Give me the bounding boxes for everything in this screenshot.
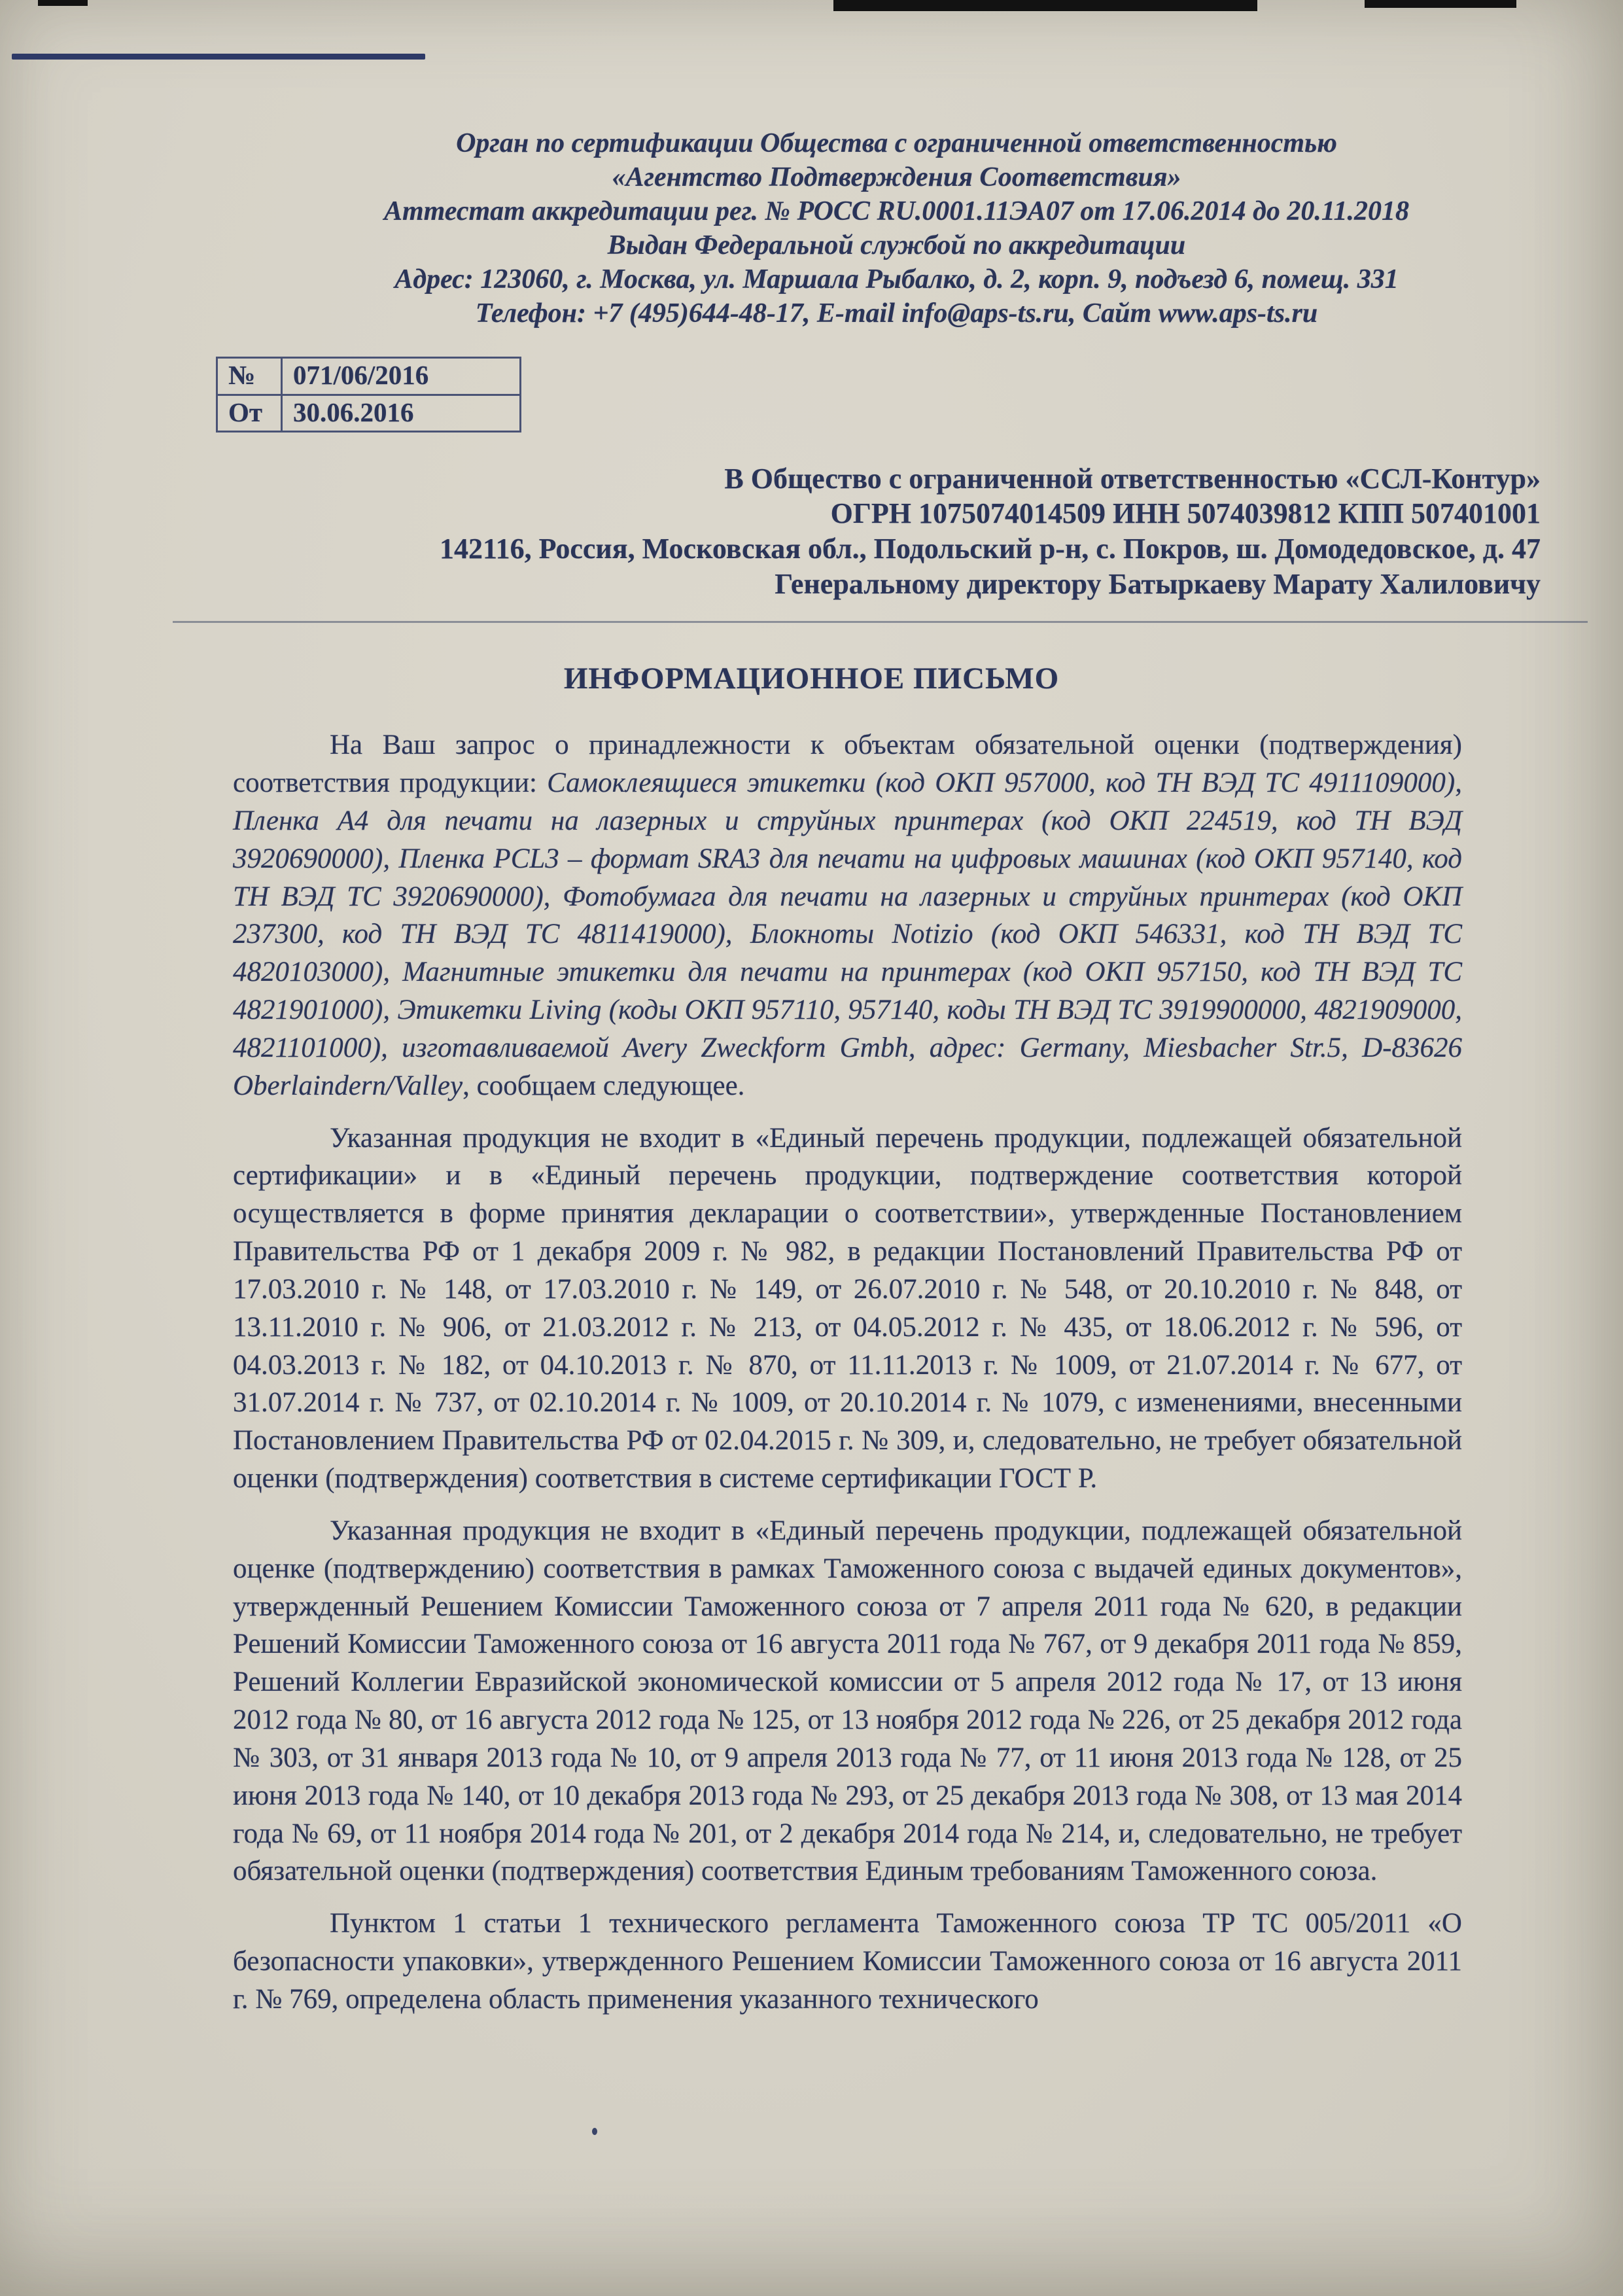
table-row: [217, 395, 521, 431]
scan-edge-artifact: [833, 0, 1257, 11]
letterhead-line: Телефон: +7 (495)644-48-17, E-mail info@aps-ts.ru, Сайт www.aps-ts.ru: [475, 298, 1318, 329]
pen-line-artifact: [12, 54, 425, 60]
letterhead-line: Адрес: 123060, г. Москва, ул. Маршала Рыбалко, д. 2, корп. 9, подъезд 6, помещ. 331: [394, 264, 1399, 295]
letterhead-line: «Агентство Подтверждения Соответствия»: [612, 162, 1181, 193]
body-paragraph: На Ваш запрос о принадлежности к объектам обязательной оценки (подтверждения) соответствия продукции: Самоклеящиеся этикетки (код ОКП 957000, код ТН ВЭД ТС 4911109000), Пленка А4 для печати на лазерных и струйных принтерах (код ОКП 224519, код ТН ВЭД 3920690000), Пленка PCL3 – формат SRA3 для печати на цифровых машинах (код ОКП 957140, код ТН ВЭД ТС 3920690000), Фотобумага для печати на лазерных и струйных принтерах (код ОКП 237300, код ТН ВЭД ТС 4811419000), Блокноты Notizio (код ОКП 546331, код ТН ВЭД ТС 4820103000), Магнитные этикетки для печати на принтерах (код ОКП 957150, код ТН ВЭД ТС 4821901000), Этикетки Living (коды ОКП 957110, 957140, коды ТН ВЭД ТС 3919900000, 4821909000, 4821101000), изготавливаемой Avery Zweckform Gmbh, адрес: Germany, Miesbacher Str.5, D-83626 Oberlaindern/Valley, сообщаем следующее.: [233, 730, 1462, 1101]
letterhead-line: Выдан Федеральной службой по аккредитации: [607, 230, 1186, 261]
scan-dot-artifact: [592, 2128, 597, 2135]
addressee-line: Генеральному директору Батыркаеву Марату Халиловичу: [775, 567, 1541, 600]
ref-number-value: 071/06/2016: [282, 358, 521, 395]
letterhead-line: Орган по сертификации Общества с ограниченной ответственностью: [456, 128, 1337, 158]
letterhead: [280, 126, 1513, 330]
scan-edge-artifact: [1365, 0, 1516, 8]
table-row: [217, 358, 521, 395]
ref-number-label: №: [217, 358, 282, 395]
scan-edge-artifact: [38, 0, 88, 6]
body-paragraph: Пунктом 1 статьи 1 технического регламента Таможенного союза ТР ТС 005/2011 «О безопасности упаковки», утвержденного Решением Комиссии Таможенного союза от 16 августа 2011 г. № 769, определена область применения указанного технического: [233, 1908, 1462, 2015]
letter-title: ИНФОРМАЦИОННОЕ ПИСЬМО: [563, 662, 1060, 696]
addressee-block: [196, 461, 1541, 602]
addressee-line: В Общество с ограниченной ответственностью «ССЛ-Контур»: [724, 462, 1541, 495]
ref-date-value: 30.06.2016: [282, 395, 521, 431]
ref-number-table: [216, 357, 521, 432]
letter-body: [233, 726, 1462, 2018]
addressee-line: ОГРН 1075074014509 ИНН 5074039812 КПП 507401001: [830, 497, 1541, 530]
addressee-line: 142116, Россия, Московская обл., Подольский р-н, с. Покров, ш. Домодедовское, д. 47: [440, 533, 1541, 565]
ref-date-label: От: [217, 395, 282, 431]
letterhead-line: Аттестат аккредитации рег. № РОСС RU.0001.11ЭА07 от 17.06.2014 до 20.11.2018: [383, 196, 1410, 227]
body-paragraph: Указанная продукция не входит в «Единый перечень продукции, подлежащей обязательной сертификации» и в «Единый перечень продукции, подтверждение соответствия которой осуществляется в форме принятия декларации о соответствии», утвержденные Постановлением Правительства РФ от 1 декабря 2009 г. № 982, в редакции Постановлений Правительства РФ от 17.03.2010 г. № 148, от 17.03.2010 г. № 149, от 26.07.2010 г. № 548, от 20.10.2010 г. № 848, от 13.11.2010 г. № 906, от 21.03.2012 г. № 213, от 04.05.2012 г. № 435, от 18.06.2012 г. № 596, от 04.03.2013 г. № 182, от 04.10.2013 г. № 870, от 11.11.2013 г. № 1009, от 21.07.2014 г. № 677, от 31.07.2014 г. № 737, от 02.10.2014 г. № 1009, от 20.10.2014 г. № 1079, с изменениями, внесенными Постановлением Правительства РФ от 02.04.2015 г. № 309, и, следовательно, не требует обязательной оценки (подтверждения) соответствия в системе сертификации ГОСТ Р.: [233, 1122, 1462, 1494]
body-paragraph: Указанная продукция не входит в «Единый перечень продукции, подлежащей обязательной оценке (подтверждению) соответствия в рамках Таможенного союза с выдачей единых документов», утвержденный Решением Комиссии Таможенного союза от 7 апреля 2011 года № 620, в редакции Решений Комиссии Таможенного союза от 16 августа 2011 года № 767, от 9 декабря 2011 года № 859, Решений Коллегии Евразийской экономической комиссии от 5 апреля 2012 года № 17, от 13 июня 2012 года № 80, от 16 августа 2012 года № 125, от 13 ноября 2012 года № 226, от 25 декабря 2012 года № 303, от 31 января 2013 года № 10, от 9 апреля 2013 года № 77, от 11 июня 2013 года № 128, от 25 июня 2013 года № 140, от 10 декабря 2013 года № 293, от 25 декабря 2013 года № 308, от 13 мая 2014 года № 69, от 11 ноября 2014 года № 201, от 2 декабря 2014 года № 214, и, следовательно, не требует обязательной оценки (подтверждения) соответствия Единым требованиям Таможенного союза.: [233, 1515, 1462, 1887]
header-separator: [173, 621, 1588, 623]
